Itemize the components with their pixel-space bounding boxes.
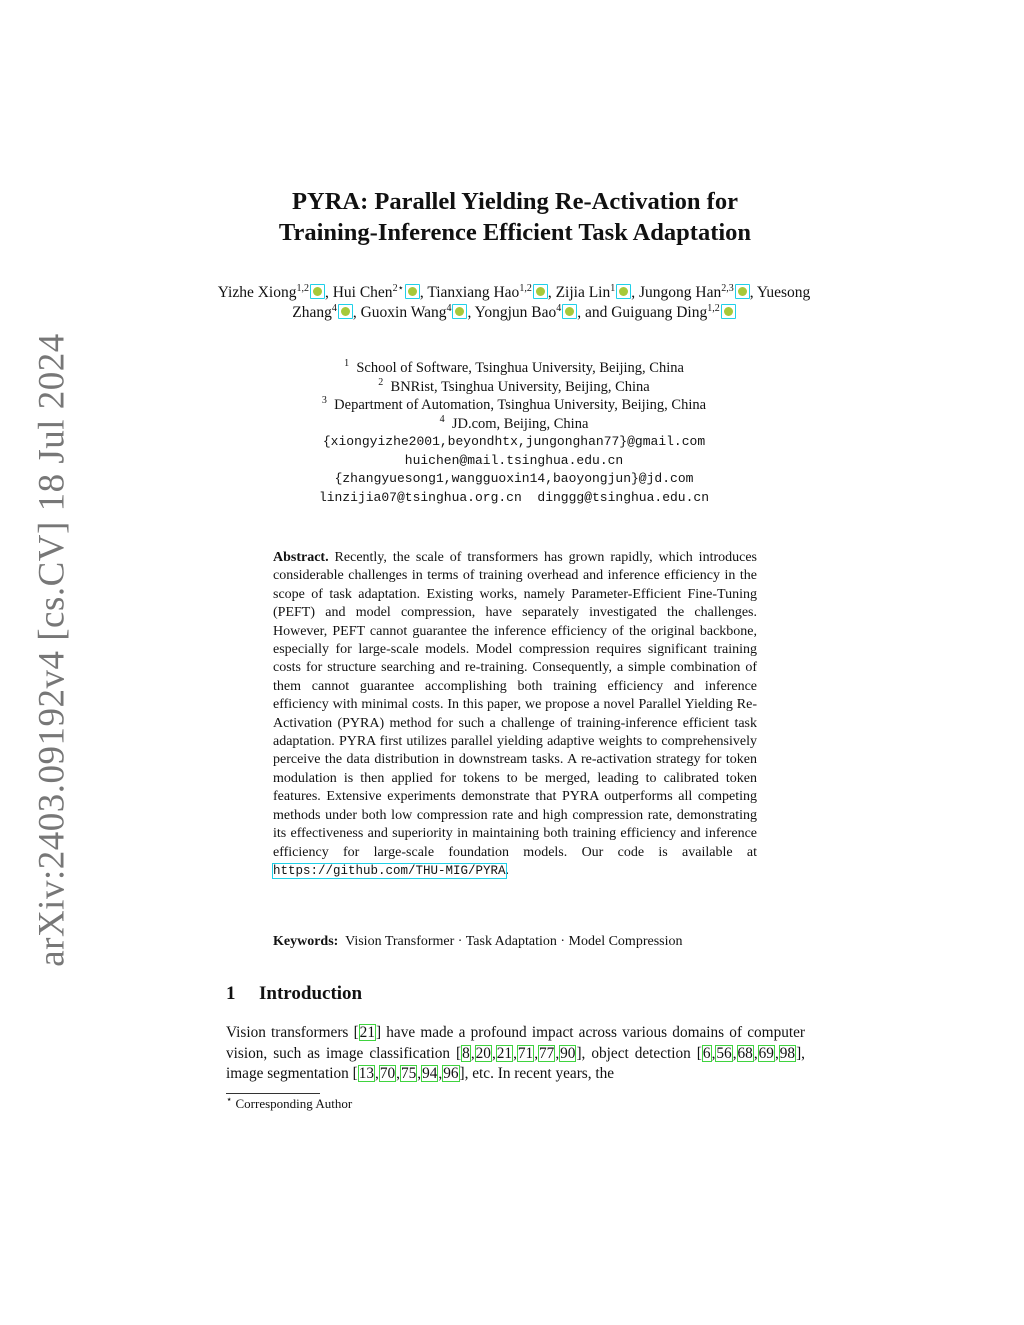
citation-link[interactable]: 96 — [443, 1065, 459, 1082]
affiliations — [212, 359, 816, 507]
footnote-rule — [226, 1093, 320, 1094]
citation-link[interactable]: 90 — [560, 1044, 576, 1062]
keywords-label: Keywords: — [273, 934, 339, 949]
affiliation-text: BNRist, Tsinghua University, Beijing, China — [390, 378, 650, 395]
author-affiliation-mark: 1,2 — [296, 282, 309, 294]
abstract-text: Recently, the scale of transformers has grown rapidly, which introduces considerable challenges in terms of training overhead and inference efficiency in the scope of task adaptation. Existing works, namely Parameter-Efficient Fine-Tuning (PEFT) and model compression, have separately investigated the challenges. However, PEFT cannot guarantee the inference efficiency of the original backbone, especially for large-scale models. Model compression requires significant training costs for structure searching and re-training. Consequently, a simple combination of them cannot guarantee accomplishing both training efficiency and inference efficiency with minimal costs. In this paper, we propose a novel Parallel Yielding Re-Activation (PYRA) method for such a challenge of training-inference efficient task adaptation. PYRA first utilizes parallel yielding adaptive weights to comprehensively perceive the data distribution in downstream tasks. A re-activation strategy for token modulation is then applied for tokens to be merged, leading to calibrated token features. Extensive experiments demonstrate that PYRA outperforms all competing methods under both low compression rate and high compression rate, demonstrating its effectiveness and superiority in maintaining both training efficiency and inference efficiency for large-scale foundation models. Our code is available at — [273, 550, 758, 860]
email-line: {zhangyuesong1,wangguoxin14,baoyongjun}@jd.com — [334, 471, 694, 486]
arxiv-sidebar-stamp: arXiv:2403.09192v4 [cs.CV] 18 Jul 2024 — [31, 333, 73, 967]
intro-text-4: , image segmentation — [226, 1044, 805, 1082]
author-name: Yongjun Bao — [474, 304, 557, 321]
footnote-mark: ⋆ — [226, 1094, 233, 1106]
email-line: linzijia07@tsinghua.org.cn dinggg@tsinghua.edu.cn — [318, 489, 710, 505]
section-title: Introduction — [259, 983, 363, 1004]
citation-link[interactable]: 68 — [737, 1044, 753, 1062]
affiliation-line — [212, 359, 816, 378]
citation-link[interactable]: 20 — [475, 1044, 491, 1062]
citation-link[interactable]: 70 — [379, 1065, 396, 1082]
orcid-icon[interactable] — [735, 284, 750, 299]
author-affiliation-mark: 4 — [331, 302, 337, 314]
author-name: Hui Chen — [332, 284, 393, 301]
orcid-icon[interactable] — [452, 304, 467, 319]
citation-link[interactable]: 98 — [779, 1044, 796, 1062]
affiliation-text: JD.com, Beijing, China — [451, 415, 589, 432]
intro-text-1: Vision transformers — [226, 1024, 354, 1041]
abstract-end: . — [505, 862, 510, 878]
author-affiliation-mark: 1,2 — [519, 282, 532, 294]
author-name: Guiguang Ding — [611, 304, 708, 321]
keywords-text: Vision Transformer · Task Adaptation · Model Compression — [345, 934, 683, 949]
keywords — [273, 934, 763, 950]
citation-link[interactable]: 13 — [358, 1065, 374, 1082]
author-name: Zijia Lin — [555, 284, 611, 301]
orcid-icon[interactable] — [562, 304, 577, 319]
citation-link[interactable]: 6 — [702, 1044, 711, 1062]
citation-link[interactable]: 75 — [400, 1065, 417, 1082]
section-number: 1 — [226, 983, 236, 1004]
orcid-icon[interactable] — [616, 284, 631, 299]
title-line-2: Training-Inference Efficient Task Adaptation — [278, 219, 752, 246]
orcid-icon[interactable] — [721, 304, 736, 319]
citation-link[interactable]: 56 — [716, 1044, 732, 1062]
author-name: Jungong Han — [638, 284, 722, 301]
affiliation-line — [212, 396, 816, 415]
author-name: Tianxiang Hao — [427, 284, 520, 301]
author-name: Guoxin Wang — [360, 304, 447, 321]
intro-text-3: , object detection — [581, 1044, 697, 1062]
email-line: {xiongyizhe2001,beyondhtx,jungonghan77}@gmail.com — [322, 434, 706, 449]
affiliation-mark: 4 — [439, 413, 445, 425]
citation-link[interactable]: 94 — [422, 1065, 438, 1082]
citation-group-2: [8,20,21,71,77,90] — [456, 1044, 582, 1062]
abstract-label: Abstract. — [273, 550, 329, 565]
author-affiliation-mark: 4 — [446, 302, 452, 314]
affiliation-text: School of Software, Tsinghua University, Beijing, China — [356, 360, 684, 376]
author-list: Yizhe Xiong$^{1,2}$ , Hui Chen$^{2⋆}$ , Tianxiang Hao$^{1,2}$ , Zijia Lin$^1$ , Jungong Han$^{2,3}$ , Yuesong Zhang$^4$ , Guoxin Wang$^4$ , Yongjun Bao$^4$ , and Guiguang Ding$^{1,2}$ — [217, 282, 811, 321]
intro-text-2: have made a profound impact across various domains of computer vision, such as image classification — [226, 1024, 806, 1062]
author-affiliation-mark: 1,2 — [707, 302, 720, 314]
email-line: huichen@mail.tsinghua.edu.cn — [404, 452, 624, 468]
orcid-icon[interactable] — [338, 304, 353, 319]
orcid-icon[interactable] — [533, 284, 548, 299]
affiliation-mark: 3 — [321, 395, 327, 407]
affiliation-mark: 2 — [378, 376, 384, 388]
citation-link[interactable]: 77 — [539, 1044, 555, 1062]
orcid-icon[interactable] — [310, 284, 325, 299]
affiliation-mark: 1 — [344, 358, 350, 370]
code-link[interactable]: https://github.com/THU-MIG/PYRA — [273, 863, 506, 878]
footnote-text: Corresponding Author — [235, 1096, 353, 1111]
citation-link[interactable]: 21 — [359, 1024, 375, 1041]
affiliation-line — [212, 378, 816, 397]
author-affiliation-mark: 2⋆ — [392, 282, 404, 294]
abstract — [273, 549, 757, 880]
citation-link[interactable]: 8 — [462, 1044, 470, 1062]
affiliation-line — [212, 415, 816, 434]
section-heading — [226, 983, 362, 1005]
intro-text-5: , etc. In recent years, the — [464, 1065, 615, 1082]
paper-title — [180, 186, 850, 248]
citation-group-4: [13,70,75,94,96] — [352, 1065, 465, 1082]
author-name: Yuesong Zhang — [292, 284, 811, 321]
orcid-icon[interactable] — [405, 284, 420, 299]
title-line-1: PYRA: Parallel Yielding Re-Activation for — [292, 188, 738, 215]
citation-link[interactable]: 69 — [758, 1044, 774, 1062]
citation-link[interactable]: 21 — [496, 1044, 513, 1062]
author-affiliation-mark: 2,3 — [721, 282, 734, 294]
citation-group-1: [21] — [353, 1024, 382, 1041]
affiliation-text: Department of Automation, Tsinghua University, Beijing, China — [334, 397, 707, 413]
intro-paragraph — [226, 1023, 805, 1085]
author-affiliation-mark: 4 — [556, 302, 562, 314]
author-name: Yizhe Xiong — [217, 284, 297, 301]
footnote — [226, 1096, 352, 1112]
citation-link[interactable]: 71 — [517, 1044, 534, 1062]
citation-group-3: [6,56,68,69,98] — [696, 1044, 802, 1062]
author-affiliation-mark: 1 — [610, 282, 616, 294]
